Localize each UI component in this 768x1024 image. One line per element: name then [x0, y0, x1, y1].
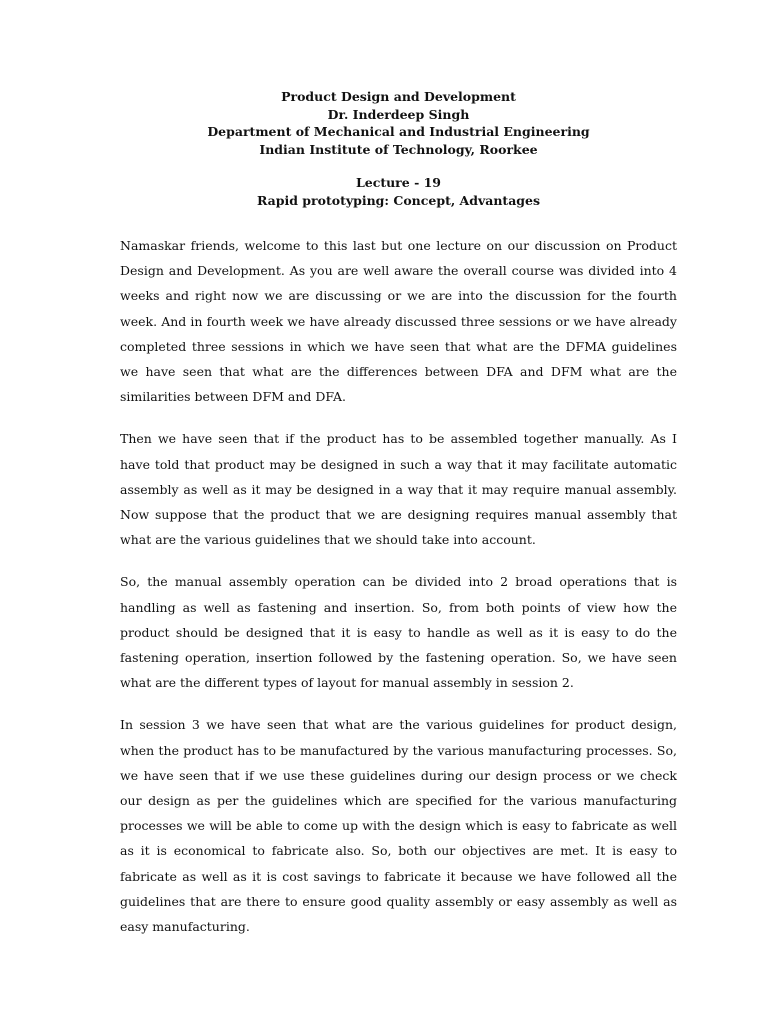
department-name: Department of Mechanical and Industrial Engineering — [207, 124, 590, 139]
course-title: Product Design and Development — [281, 89, 516, 104]
body-paragraph: In session 3 we have seen that what are the various guidelines for product design, when the product has to be manufactured by the various manufacturing processes. So, we have seen that if we use these guidelines during our design process or we check our design as per the guidelines which are specified for the various manufacturing processes we will be able to come up with the design which is easy to fabricate as well as it is economical to fabricate also. So, both our objectives are met. It is easy to fabricate as well as it is cost savings to fabricate it because we have followed all the guidelines that are there to ensure good quality assembly or easy assembly as well as easy manufacturing. — [120, 717, 677, 935]
body-paragraph: Then we have seen that if the product has to be assembled together manually. As I have told that product may be designed in such a way that it may facilitate automatic assembly as well as it may be designed in a way that it may require manual assembly. Now suppose that the product that we are designing requires manual assembly that what are the various guidelines that we should take into account. — [120, 431, 677, 548]
header-spacer — [120, 158, 677, 174]
document-header — [120, 88, 677, 209]
lecture-topic: Rapid prototyping: Concept, Advantages — [256, 192, 541, 208]
document-body — [120, 233, 677, 956]
instructor-name: Dr. Inderdeep Singh — [327, 106, 470, 122]
body-paragraph: So, the manual assembly operation can be divided into 2 broad operations that is handling as well as fastening and insertion. So, from both points of view how the product should be designed that it is easy to handle as well as it is easy to do the fastening operation, insertion followed by the fastening operation. So, we have seen what are the different types of layout for manual assembly in session 2. — [120, 574, 677, 691]
lecture-number: Lecture - 19 — [355, 175, 442, 190]
body-paragraph: Namaskar friends, welcome to this last but one lecture on our discussion on Product Design and Development. As you are well aware the overall course was divided into 4 weeks and right now we are discussing or we are into the discussion for the fourth week. And in fourth week we have already discussed three sessions or we have already completed three sessions in which we have seen that what are the DFMA guidelines we have seen that what are the differences between DFA and DFM what are the similarities between DFM and DFA. — [120, 238, 677, 405]
institute-name: Indian Institute of Technology, Roorkee — [259, 141, 538, 157]
